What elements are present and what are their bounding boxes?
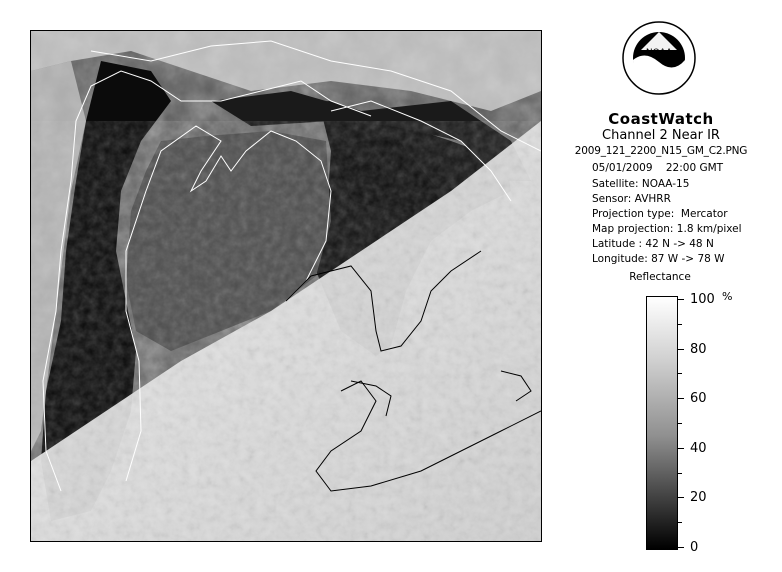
satellite: Satellite: NOAA-15 [592,178,690,190]
projection-type: Projection type: Mercator [592,208,728,220]
legend-minor-tick [678,423,682,424]
legend-tick-label: 80 [690,342,707,357]
legend-minor-tick [678,473,682,474]
legend-minor-tick [678,373,682,374]
legend-tick-label: 60 [690,391,707,406]
legend-tick-label: 100 [690,292,715,307]
satellite-image-panel [30,30,542,542]
latitude: Latitude : 42 N -> 48 N [592,238,714,250]
legend-minor-tick [678,522,682,523]
noaa-logo [621,20,697,96]
subtitle: Channel 2 Near IR [602,128,720,143]
map-projection: Map projection: 1.8 km/pixel [592,223,742,235]
legend-tick-mark [678,547,684,548]
satellite-image [31,31,541,541]
legend-tick-mark [678,398,684,399]
legend-tick-mark [678,299,684,300]
legend-tick-label: 20 [690,490,707,505]
sensor: Sensor: AVHRR [592,193,671,205]
longitude: Longitude: 87 W -> 78 W [592,253,725,265]
legend-tick-label: 40 [690,441,707,456]
legend-tick-mark [678,448,684,449]
legend-tick-mark [678,349,684,350]
legend-tick-label: 0 [690,540,699,555]
legend-tick-mark [678,497,684,498]
legend-unit: % [722,290,733,303]
title: CoastWatch [608,110,714,128]
legend-minor-tick [678,324,682,325]
logo-text: NOAA [645,48,673,58]
filename: 2009_121_2200_N15_GM_C2.PNG [574,145,748,157]
colorbar [646,296,678,550]
legend-title: Reflectance [629,271,691,283]
datetime: 05/01/2009 22:00 GMT [592,162,724,174]
